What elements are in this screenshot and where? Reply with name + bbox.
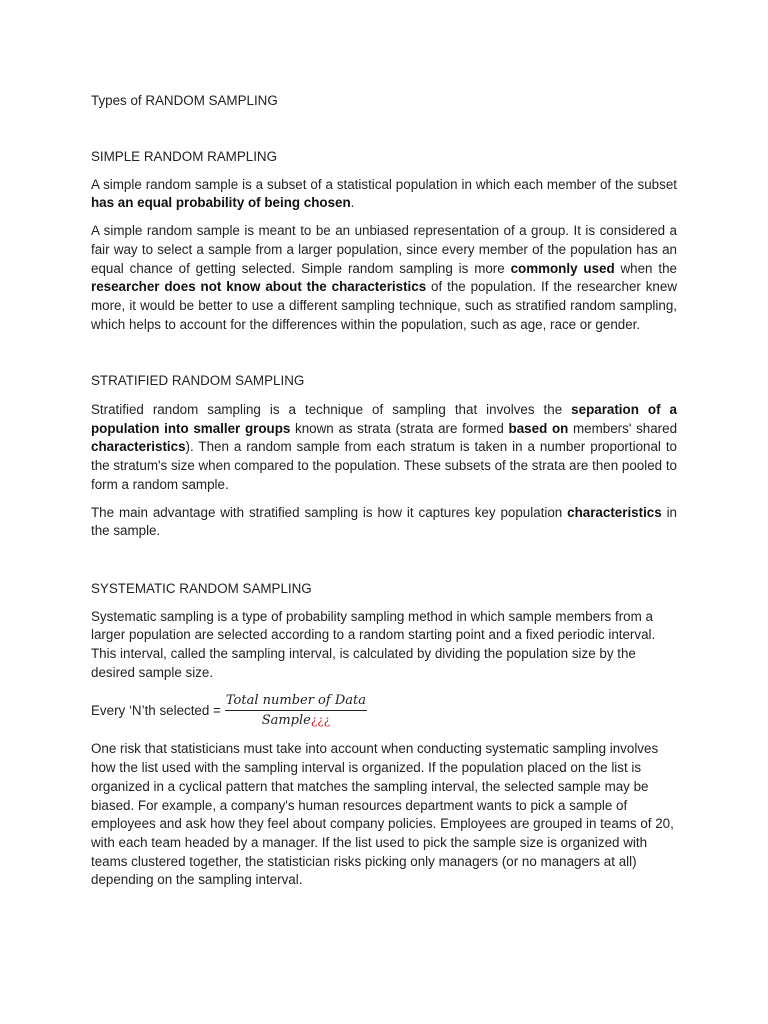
formula-denominator-text: Sample — [261, 713, 311, 729]
bold-text: separation of a population into smaller groups — [91, 402, 677, 436]
text-run: ). Then a random sample from each stratum is taken in a number proportional to the stratum's size when compared to the population. These subsets of the strata are then pooled to form a random sample. — [91, 439, 677, 492]
sampling-interval-formula — [91, 693, 677, 729]
document-page — [91, 92, 677, 890]
text-run: of the population. If the researcher knew more, it would be better to use a different sampling technique, such as stratified random sampling, which helps to account for the differences within the population, such as age, race or gender. — [91, 279, 677, 332]
text-run: . — [350, 195, 355, 211]
text-run: members' shared — [568, 420, 678, 436]
text-run: in the sample. — [91, 504, 677, 539]
section-heading-simple: SIMPLE RANDOM RAMPLING — [91, 149, 278, 164]
paragraph-systematic-risk: One risk that statisticians must take into account when conducting systematic sampling involves how the list used with the sampling interval is organized. If the population placed on the list is organized in a cyclical pattern that matches the sampling interval, the selected sample may be biased. For example, a company's human resources department wants to pick a sample of employees and ask how they feel about company policies. Employees are grouped in teams of 20, with each team headed by a manager. If the list used to pick the sample size is organized with teams clustered together, the statistician risks picking only managers (or no managers at all) depending on the sampling interval. — [91, 741, 674, 888]
bold-text: based on — [508, 420, 569, 436]
document-title: Types of RANDOM SAMPLING — [91, 93, 278, 108]
bold-text: researcher does not know about the characteristics — [91, 279, 427, 295]
formula-denominator — [262, 711, 330, 729]
bold-text: characteristics — [567, 504, 662, 520]
text-run: A simple random sample is meant to be an unbiased representation of a group. It is considered a fair way to select a sample from a larger population, since every member of the population has an equal chance of getting selected. Simple random sampling is more — [91, 223, 677, 276]
bold-text: characteristics — [91, 439, 186, 455]
paragraph-simple-definition — [91, 176, 677, 213]
section-heading-stratified: STRATIFIED RANDOM SAMPLING — [91, 373, 305, 389]
formula-fraction — [225, 693, 367, 729]
text-run: Stratified random sampling is a technique of sampling that involves the — [91, 402, 572, 418]
paragraph-simple-usage — [91, 222, 677, 334]
section-heading-systematic: SYSTEMATIC RANDOM SAMPLING — [91, 580, 312, 596]
bold-text: commonly used — [510, 260, 615, 276]
formula-error-glyphs: ¿¿¿ — [310, 713, 331, 728]
paragraph-stratified-advantage — [91, 504, 677, 541]
text-run: known as strata (strata are formed — [290, 420, 509, 436]
formula-lhs: Every ‘N’th selected = — [91, 703, 221, 719]
text-run: A simple random sample is a subset of a statistical population in which each member of the subset — [91, 176, 677, 192]
paragraph-systematic-definition: Systematic sampling is a type of probability sampling method in which sample members from a larger population are selected according to a random starting point and a fixed periodic interval. This interval, called the sampling interval, is calculated by dividing the population size by the desired sample size. — [91, 608, 656, 680]
paragraph-stratified-definition — [91, 401, 677, 495]
text-run: when the — [614, 260, 677, 276]
bold-text: has an equal probability of being chosen — [91, 195, 351, 211]
formula-numerator: Total number of Data — [225, 693, 367, 711]
text-run: The main advantage with stratified sampling is how it captures key population — [91, 504, 568, 520]
